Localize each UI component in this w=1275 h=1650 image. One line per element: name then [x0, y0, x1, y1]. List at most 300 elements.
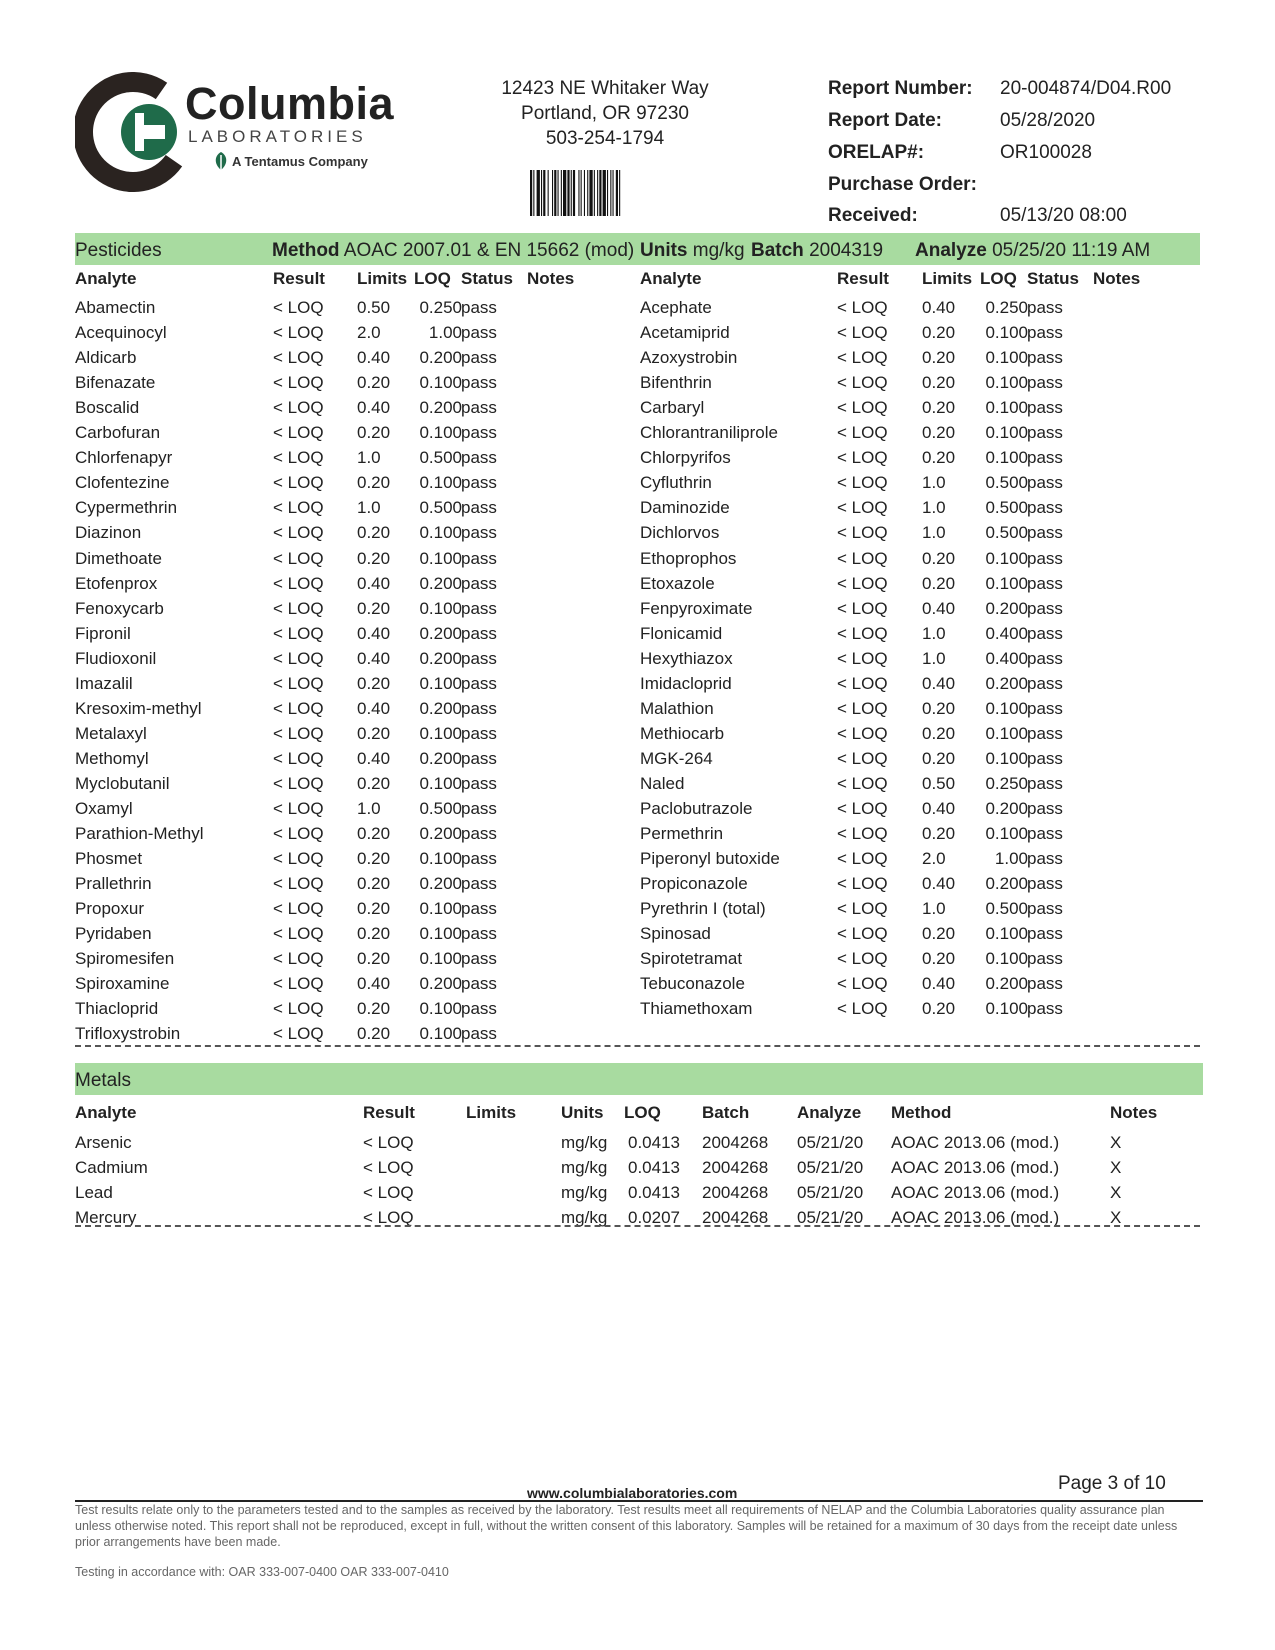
- pesticide-result: < LOQ: [273, 548, 324, 568]
- header-status-left: Status: [461, 269, 513, 288]
- pesticide-analyte: Imidacloprid: [640, 673, 732, 693]
- metal-analyte: Cadmium: [75, 1158, 148, 1177]
- pesticide-limits: 1.0: [922, 498, 946, 518]
- header-notes-left: Notes: [527, 269, 575, 288]
- metal-loq: 0.0413: [628, 1158, 680, 1177]
- pesticide-analyte: Oxamyl: [75, 799, 133, 818]
- pesticide-result: < LOQ: [273, 398, 324, 418]
- pesticide-analyte: Malathion: [640, 698, 714, 718]
- pesticide-status: pass: [461, 423, 497, 443]
- pesticide-status: pass: [1027, 999, 1063, 1019]
- pesticide-limits: 0.20: [922, 548, 956, 568]
- report-number-value: 20-004874/D04.R00: [1000, 78, 1172, 99]
- pesticide-limits: 1.0: [357, 799, 381, 818]
- metals-header-batch: Batch: [702, 1103, 750, 1122]
- received-value: 05/13/20 08:00: [1000, 205, 1127, 226]
- pesticide-result: < LOQ: [837, 799, 888, 818]
- pesticide-analyte: Propiconazole: [640, 874, 748, 894]
- barcode-bar: [558, 170, 559, 216]
- pesticide-loq: 0.100: [985, 573, 1028, 593]
- header-status-right: Status: [1027, 269, 1079, 288]
- pesticide-loq: 0.100: [419, 1024, 462, 1044]
- pesticide-result: < LOQ: [273, 598, 324, 618]
- pesticide-loq: 0.100: [419, 598, 462, 618]
- pesticide-status: pass: [461, 899, 497, 919]
- metal-loq: 0.0413: [628, 1183, 680, 1202]
- pesticide-result: < LOQ: [273, 523, 324, 543]
- barcode-bar: [554, 170, 556, 216]
- pesticide-status: pass: [461, 373, 497, 393]
- pesticide-limits: 0.20: [922, 398, 956, 418]
- pesticide-analyte: Myclobutanil: [75, 773, 170, 793]
- metals-header-analyze: Analyze: [797, 1103, 862, 1122]
- pesticide-status: pass: [1027, 623, 1063, 643]
- pesticide-limits: 0.40: [922, 298, 956, 317]
- pesticide-limits: 0.40: [357, 748, 391, 768]
- barcode-bar: [594, 170, 595, 216]
- pesticide-limits: 0.20: [357, 773, 391, 793]
- metal-units: mg/kg: [561, 1183, 608, 1202]
- pesticide-limits: 0.20: [357, 924, 391, 944]
- pesticide-analyte: Acequinocyl: [75, 323, 167, 343]
- pesticide-status: pass: [1027, 899, 1063, 919]
- pesticide-result: < LOQ: [837, 874, 888, 894]
- pesticide-limits: 0.20: [357, 523, 391, 543]
- pesticide-result: < LOQ: [273, 924, 324, 944]
- barcode-bar: [581, 170, 582, 216]
- pesticide-status: pass: [461, 623, 497, 643]
- pesticide-limits: 0.40: [357, 974, 391, 994]
- pesticide-limits: 0.40: [922, 974, 956, 994]
- pesticide-loq: 0.400: [985, 648, 1028, 668]
- pesticide-loq: 0.100: [419, 849, 462, 869]
- pesticide-limits: 1.0: [357, 448, 381, 468]
- barcode-bar: [573, 170, 575, 216]
- pesticide-limits: 0.20: [357, 598, 391, 618]
- pesticide-analyte: Thiacloprid: [75, 999, 159, 1019]
- pesticide-result: < LOQ: [273, 423, 324, 443]
- pesticides-divider: [75, 1045, 1200, 1047]
- pesticide-limits: 0.20: [922, 949, 956, 969]
- pesticide-limits: 0.20: [922, 573, 956, 593]
- metal-loq: 0.0207: [628, 1208, 680, 1227]
- metals-divider: [75, 1225, 1200, 1227]
- pesticide-loq: 0.200: [419, 348, 462, 368]
- pesticide-limits: 0.20: [922, 373, 956, 393]
- pesticide-result: < LOQ: [837, 673, 888, 693]
- pesticide-status: pass: [1027, 598, 1063, 618]
- pesticide-limits: 1.0: [922, 623, 946, 643]
- pesticide-loq: 0.200: [985, 799, 1028, 818]
- pesticide-limits: 0.40: [922, 874, 956, 894]
- barcode-bar: [567, 170, 569, 216]
- address-phone: 503-254-1794: [545, 128, 665, 149]
- pesticide-loq: 0.250: [985, 773, 1028, 793]
- page-number: Page 3 of 10: [1058, 1473, 1166, 1494]
- pesticide-limits: 0.20: [922, 999, 956, 1019]
- pesticide-status: pass: [1027, 874, 1063, 894]
- pesticide-loq: 0.400: [985, 623, 1028, 643]
- barcode-bar: [584, 170, 585, 216]
- pesticide-status: pass: [461, 824, 497, 844]
- metal-method: AOAC 2013.06 (mod.): [891, 1183, 1060, 1202]
- pesticide-loq: 0.200: [419, 623, 462, 643]
- pesticide-status: pass: [461, 398, 497, 418]
- pesticide-analyte: Imazalil: [75, 673, 133, 693]
- pesticide-analyte: Aldicarb: [75, 348, 137, 368]
- header-limits-right: Limits: [922, 269, 973, 288]
- pesticide-limits: 0.20: [922, 924, 956, 944]
- pesticide-loq: 0.200: [985, 598, 1028, 618]
- analyze-value: 05/25/20 11:19 AM: [992, 240, 1151, 261]
- pesticide-loq: 0.100: [985, 323, 1028, 343]
- pesticide-loq: 1.00: [994, 849, 1028, 869]
- pesticide-status: pass: [1027, 523, 1063, 543]
- pesticide-analyte: Carbaryl: [640, 398, 705, 418]
- pesticide-limits: 0.50: [357, 298, 391, 317]
- pesticide-loq: 0.200: [419, 573, 462, 593]
- pesticide-analyte: Ethoprophos: [640, 548, 737, 568]
- pesticide-result: < LOQ: [837, 723, 888, 743]
- pesticide-analyte: Acephate: [640, 298, 712, 317]
- pesticide-analyte: Permethrin: [640, 824, 724, 844]
- pesticide-loq: 0.200: [419, 748, 462, 768]
- metal-units: mg/kg: [561, 1133, 608, 1152]
- pesticide-limits: 0.20: [922, 323, 956, 343]
- pesticide-analyte: Spiroxamine: [75, 974, 170, 994]
- pesticide-result: < LOQ: [273, 648, 324, 668]
- pesticide-analyte: Thiamethoxam: [640, 999, 753, 1019]
- pesticide-loq: 0.200: [985, 974, 1028, 994]
- pesticide-limits: 1.0: [922, 523, 946, 543]
- header-result-left: Result: [273, 269, 325, 288]
- pesticide-limits: 0.40: [357, 398, 391, 418]
- pesticide-result: < LOQ: [273, 573, 324, 593]
- pesticide-limits: 0.20: [357, 999, 391, 1019]
- barcode-bar: [616, 170, 618, 216]
- pesticide-analyte: Etoxazole: [640, 573, 715, 593]
- purchase-order-label: Purchase Order:: [828, 174, 977, 195]
- pesticide-loq: 0.100: [985, 548, 1028, 568]
- pesticide-limits: 0.40: [357, 648, 391, 668]
- barcode-bar: [599, 170, 601, 216]
- pesticide-status: pass: [461, 799, 497, 818]
- pesticide-status: pass: [461, 448, 497, 468]
- pesticide-result: < LOQ: [837, 373, 888, 393]
- pesticide-status: pass: [1027, 824, 1063, 844]
- metals-header-units: Units: [561, 1103, 604, 1122]
- pesticide-analyte: Metalaxyl: [75, 723, 147, 743]
- barcode-bar: [619, 170, 620, 216]
- pesticide-analyte: Pyridaben: [75, 924, 152, 944]
- pesticide-status: pass: [461, 999, 497, 1019]
- testing-note: Testing in accordance with: OAR 333-007-0400 OAR 333-007-0410: [75, 1565, 449, 1579]
- metals-section-bar: [75, 1063, 1203, 1095]
- pesticide-analyte: Spirotetramat: [640, 949, 743, 969]
- pesticide-loq: 0.200: [419, 824, 462, 844]
- metal-result: < LOQ: [363, 1183, 414, 1202]
- pesticide-analyte: Etofenprox: [75, 573, 158, 593]
- pesticide-status: pass: [1027, 974, 1063, 994]
- pesticide-loq: 0.200: [419, 974, 462, 994]
- pesticide-status: pass: [1027, 773, 1063, 793]
- pesticide-result: < LOQ: [837, 298, 888, 317]
- pesticide-analyte: Hexythiazox: [640, 648, 733, 668]
- pesticide-limits: 0.20: [922, 348, 956, 368]
- pesticide-loq: 0.100: [985, 949, 1028, 969]
- barcode-bar: [610, 170, 611, 216]
- orelap-value: OR100028: [1000, 142, 1092, 163]
- metal-analyte: Lead: [75, 1183, 113, 1202]
- barcode-bar: [571, 170, 572, 216]
- pesticide-analyte: Chlorfenapyr: [75, 448, 173, 468]
- pesticide-status: pass: [461, 348, 497, 368]
- metal-result: < LOQ: [363, 1158, 414, 1177]
- pesticide-result: < LOQ: [273, 298, 324, 317]
- pesticide-analyte: Phosmet: [75, 849, 143, 869]
- report-date-value: 05/28/2020: [1000, 110, 1096, 131]
- pesticide-result: < LOQ: [273, 773, 324, 793]
- pesticide-status: pass: [461, 748, 497, 768]
- pesticide-analyte: Fenoxycarb: [75, 598, 164, 618]
- metal-notes: X: [1110, 1158, 1122, 1177]
- pesticide-result: < LOQ: [837, 623, 888, 643]
- pesticide-status: pass: [461, 1024, 497, 1044]
- pesticide-limits: 0.20: [357, 423, 391, 443]
- pesticide-limits: 0.20: [357, 949, 391, 969]
- pesticide-analyte: Naled: [640, 773, 685, 793]
- pesticide-analyte: Methiocarb: [640, 723, 725, 743]
- barcode-bar: [613, 170, 614, 216]
- pesticide-status: pass: [461, 648, 497, 668]
- metal-batch: 2004268: [702, 1208, 769, 1227]
- header-limits-left: Limits: [357, 269, 408, 288]
- pesticide-analyte: Spiromesifen: [75, 949, 175, 969]
- pesticide-loq: 0.100: [419, 523, 462, 543]
- pesticide-status: pass: [461, 949, 497, 969]
- barcode-bar: [530, 170, 532, 216]
- pesticide-analyte: Daminozide: [640, 498, 730, 518]
- pesticide-loq: 0.100: [419, 423, 462, 443]
- pesticide-analyte: Cyfluthrin: [640, 473, 712, 493]
- pesticide-result: < LOQ: [837, 423, 888, 443]
- pesticide-limits: 1.0: [357, 498, 381, 518]
- pesticide-status: pass: [1027, 298, 1063, 317]
- pesticide-loq: 0.250: [985, 298, 1028, 317]
- pesticide-status: pass: [1027, 648, 1063, 668]
- pesticide-result: < LOQ: [837, 398, 888, 418]
- pesticide-analyte: Propoxur: [75, 899, 144, 919]
- pesticide-analyte: Chlorpyrifos: [640, 448, 731, 468]
- pesticide-analyte: Methomyl: [75, 748, 149, 768]
- pesticide-status: pass: [1027, 448, 1063, 468]
- pesticide-result: < LOQ: [837, 849, 888, 869]
- pesticide-status: pass: [1027, 849, 1063, 869]
- pesticide-analyte: Acetamiprid: [640, 323, 730, 343]
- pesticide-analyte: Chlorantraniliprole: [640, 423, 778, 443]
- pesticide-loq: 0.500: [419, 448, 462, 468]
- barcode-bar: [589, 170, 592, 216]
- pesticide-result: < LOQ: [273, 348, 324, 368]
- footer-url[interactable]: www.columbialaboratories.com: [527, 1485, 738, 1501]
- logo-name: Columbia: [185, 78, 395, 129]
- units-value: mg/kg: [692, 240, 745, 261]
- units-label: Units: [640, 240, 688, 261]
- pesticide-analyte: Cypermethrin: [75, 498, 178, 518]
- pesticide-loq: 0.100: [419, 773, 462, 793]
- logo-tagline: A Tentamus Company: [232, 154, 368, 169]
- pesticide-analyte: Azoxystrobin: [640, 348, 738, 368]
- pesticide-limits: 0.50: [922, 773, 956, 793]
- pesticide-result: < LOQ: [273, 323, 324, 343]
- pesticide-analyte: Pyrethrin I (total): [640, 899, 766, 919]
- pesticide-loq: 0.100: [985, 448, 1028, 468]
- pesticide-analyte: Clofentezine: [75, 473, 170, 493]
- barcode-bar: [607, 170, 608, 216]
- metal-method: AOAC 2013.06 (mod.): [891, 1133, 1060, 1152]
- metal-notes: X: [1110, 1133, 1122, 1152]
- metal-batch: 2004268: [702, 1158, 769, 1177]
- pesticide-result: < LOQ: [273, 799, 324, 818]
- batch-label: Batch: [751, 240, 804, 261]
- method-value: AOAC 2007.01 & EN 15662 (mod): [343, 240, 635, 261]
- pesticide-result: < LOQ: [837, 548, 888, 568]
- pesticide-result: < LOQ: [273, 974, 324, 994]
- pesticide-analyte: Carbofuran: [75, 423, 161, 443]
- metal-result: < LOQ: [363, 1133, 414, 1152]
- pesticide-status: pass: [1027, 748, 1063, 768]
- metal-notes: X: [1110, 1183, 1122, 1202]
- pesticide-limits: 0.20: [357, 473, 391, 493]
- pesticide-analyte: MGK-264: [640, 748, 713, 768]
- pesticide-loq: 0.100: [985, 723, 1028, 743]
- metal-units: mg/kg: [561, 1158, 608, 1177]
- pesticide-status: pass: [1027, 698, 1063, 718]
- pesticide-loq: 0.500: [419, 799, 462, 818]
- metal-method: AOAC 2013.06 (mod.): [891, 1208, 1060, 1227]
- metal-analyte: Mercury: [75, 1208, 137, 1227]
- pesticide-loq: 0.200: [419, 698, 462, 718]
- pesticide-status: pass: [1027, 924, 1063, 944]
- pesticide-loq: 0.500: [985, 498, 1028, 518]
- pesticide-result: < LOQ: [273, 498, 324, 518]
- pesticide-loq: 0.100: [985, 824, 1028, 844]
- pesticide-analyte: Piperonyl butoxide: [640, 849, 780, 869]
- report-number-label: Report Number:: [828, 78, 973, 99]
- pesticide-result: < LOQ: [273, 849, 324, 869]
- pesticide-loq: 0.500: [985, 899, 1028, 919]
- pesticide-analyte: Bifenthrin: [640, 373, 712, 393]
- pesticide-status: pass: [461, 573, 497, 593]
- header-analyte-left: Analyte: [75, 269, 137, 288]
- pesticide-status: pass: [1027, 398, 1063, 418]
- metal-result: < LOQ: [363, 1208, 414, 1227]
- metal-notes: X: [1110, 1208, 1122, 1227]
- pesticide-loq: 0.100: [419, 999, 462, 1019]
- pesticide-status: pass: [1027, 473, 1063, 493]
- pesticide-loq: 0.100: [985, 698, 1028, 718]
- pesticide-result: < LOQ: [837, 573, 888, 593]
- barcode-bar: [561, 170, 562, 216]
- address-city: Portland, OR 97230: [521, 103, 689, 124]
- pesticide-analyte: Prallethrin: [75, 874, 152, 894]
- pesticide-analyte: Bifenazate: [75, 373, 156, 393]
- pesticide-loq: 0.100: [419, 548, 462, 568]
- pesticide-result: < LOQ: [273, 748, 324, 768]
- pesticide-status: pass: [1027, 573, 1063, 593]
- pesticide-result: < LOQ: [273, 623, 324, 643]
- pesticide-result: < LOQ: [837, 999, 888, 1019]
- metals-header-loq: LOQ: [624, 1103, 661, 1122]
- header-notes-right: Notes: [1093, 269, 1141, 288]
- barcode-bar: [578, 170, 579, 216]
- pesticide-loq: 0.100: [419, 473, 462, 493]
- pesticide-result: < LOQ: [837, 899, 888, 919]
- pesticide-status: pass: [1027, 799, 1063, 818]
- barcode-bar: [603, 170, 606, 216]
- pesticide-loq: 0.100: [419, 373, 462, 393]
- pesticide-loq: 0.100: [985, 924, 1028, 944]
- pesticide-loq: 0.200: [985, 673, 1028, 693]
- pesticide-limits: 0.20: [357, 824, 391, 844]
- pesticide-result: < LOQ: [273, 373, 324, 393]
- pesticide-limits: 0.40: [922, 799, 956, 818]
- pesticide-limits: 0.20: [357, 723, 391, 743]
- logo-subtitle: LABORATORIES: [188, 127, 367, 146]
- pesticide-limits: 0.20: [357, 673, 391, 693]
- pesticide-status: pass: [461, 773, 497, 793]
- pesticide-limits: 0.20: [357, 874, 391, 894]
- header-loq-left: LOQ: [414, 269, 451, 288]
- pesticide-analyte: Kresoxim-methyl: [75, 698, 202, 718]
- pesticide-loq: 0.200: [985, 874, 1028, 894]
- pesticide-result: < LOQ: [273, 874, 324, 894]
- pesticide-loq: 0.100: [419, 949, 462, 969]
- pesticide-status: pass: [461, 874, 497, 894]
- pesticide-loq: 0.200: [419, 398, 462, 418]
- pesticide-limits: 0.20: [922, 698, 956, 718]
- pesticide-loq: 0.100: [419, 723, 462, 743]
- pesticide-result: < LOQ: [273, 473, 324, 493]
- metals-header-notes: Notes: [1110, 1103, 1158, 1122]
- metals-header-analyte: Analyte: [75, 1103, 137, 1122]
- pesticide-loq: 0.100: [985, 748, 1028, 768]
- pesticide-loq: 0.100: [985, 348, 1028, 368]
- method-label: Method: [272, 240, 340, 261]
- pesticide-limits: 0.20: [922, 723, 956, 743]
- disclaimer: Test results relate only to the parameters tested and to the samples as received by the laboratory. Test results meet all requirements of NELAP and the Columbia Laboratories quality assurance plan unless otherwise noted. This report shall not be reproduced, except in full, without the written consent of this laboratory. Samples will be retained for a maximum of 30 days from the receipt date unless prior arrangements have been made.: [75, 1503, 1178, 1549]
- pesticide-loq: 0.500: [985, 523, 1028, 543]
- pesticide-loq: 0.500: [985, 473, 1028, 493]
- barcode-bar: [587, 170, 588, 216]
- metal-analyze: 05/21/20: [797, 1208, 864, 1227]
- pesticides-section-title: Pesticides: [75, 240, 162, 261]
- pesticide-loq: 0.100: [985, 373, 1028, 393]
- pesticide-loq: 0.200: [419, 648, 462, 668]
- barcode-bar: [563, 170, 566, 216]
- pesticide-limits: 1.0: [922, 473, 946, 493]
- barcode-bar: [533, 170, 534, 216]
- pesticide-analyte: Spinosad: [640, 924, 711, 944]
- pesticide-status: pass: [461, 698, 497, 718]
- metal-method: AOAC 2013.06 (mod.): [891, 1158, 1060, 1177]
- pesticide-status: pass: [461, 598, 497, 618]
- pesticide-result: < LOQ: [837, 824, 888, 844]
- report-date-label: Report Date:: [828, 110, 943, 131]
- barcode-bar: [537, 170, 540, 216]
- pesticide-status: pass: [461, 974, 497, 994]
- barcode-bar: [597, 170, 598, 216]
